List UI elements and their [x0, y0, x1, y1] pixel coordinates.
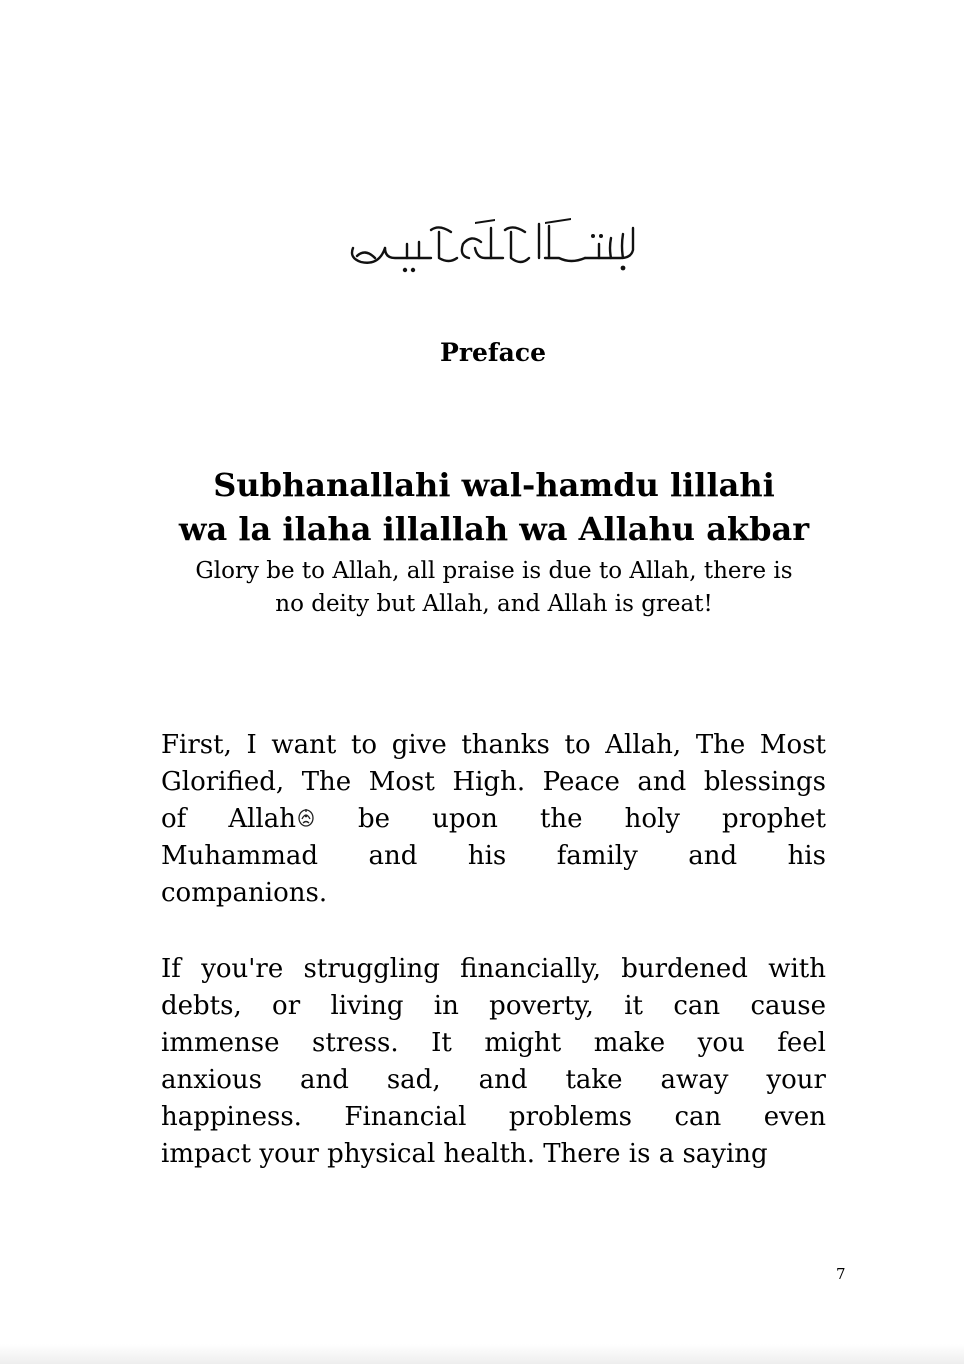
word: and	[478, 1065, 528, 1095]
word: living	[330, 991, 404, 1021]
translation-line-1: Glory be to Allah, all praise is due to Allah, there is	[195, 558, 793, 584]
word: it	[624, 991, 643, 1021]
word: the	[539, 804, 583, 834]
word: make	[593, 1028, 666, 1058]
preface-heading: Preface	[440, 338, 546, 367]
word: can	[674, 1102, 722, 1132]
word: feel	[777, 1028, 826, 1058]
word: family	[556, 841, 638, 871]
word: cause	[750, 991, 826, 1021]
word: or	[272, 991, 301, 1021]
paragraph-line	[161, 1099, 826, 1136]
bismillah-calligraphy	[335, 218, 645, 276]
word: can	[673, 991, 721, 1021]
paragraph-intro	[161, 727, 826, 912]
word: take	[565, 1065, 623, 1095]
word: and	[299, 1065, 349, 1095]
word: his	[467, 841, 507, 871]
word: sad,	[386, 1065, 441, 1095]
word: you	[697, 1028, 745, 1058]
word: even	[763, 1102, 826, 1132]
word: Financial	[344, 1102, 467, 1132]
word: of	[161, 804, 187, 834]
dhikr-line-2: wa la ilaha illallah wa Allahu akbar	[178, 510, 810, 548]
word: stress.	[312, 1028, 399, 1058]
word: happiness.	[161, 1102, 302, 1132]
paragraph-line	[161, 838, 826, 875]
word: debts,	[161, 991, 242, 1021]
word: anxious	[161, 1065, 262, 1095]
word: and	[368, 841, 418, 871]
word: in	[433, 991, 459, 1021]
paragraph-line: impact your physical health. There is a saying	[161, 1139, 768, 1169]
page-number: 7	[836, 1265, 846, 1283]
paragraph-line: Glorified, The Most High. Peace and blessings	[161, 767, 826, 797]
word: might	[484, 1028, 562, 1058]
word: upon	[432, 804, 498, 834]
dhikr-heading	[0, 463, 964, 551]
paragraph-line: companions.	[161, 878, 328, 908]
word: holy	[624, 804, 680, 834]
paragraph-line	[161, 1062, 826, 1099]
word: away	[660, 1065, 729, 1095]
paragraph-line: If you're struggling financially, burdened with	[161, 954, 826, 984]
word: poverty,	[489, 991, 594, 1021]
word: his	[787, 841, 826, 871]
word: immense	[161, 1028, 280, 1058]
word: Muhammad	[161, 841, 319, 871]
translation-line-2: no deity but Allah, and Allah is great!	[275, 591, 713, 617]
paragraph-line	[161, 1025, 826, 1062]
word: and	[688, 841, 738, 871]
word: be	[358, 804, 391, 834]
word: your	[766, 1065, 826, 1095]
dhikr-line-1: Subhanallahi wal-hamdu lillahi	[213, 466, 775, 504]
word: problems	[508, 1102, 632, 1132]
word: It	[431, 1028, 452, 1058]
paragraph-line	[161, 988, 826, 1025]
page-bottom-edge	[0, 1344, 964, 1364]
paragraph-financial-struggles	[161, 951, 826, 1173]
dhikr-translation	[0, 555, 964, 621]
honorific-swt-icon	[296, 805, 316, 829]
paragraph-line	[161, 801, 826, 838]
word-with-honorific: Allah	[228, 801, 316, 838]
paragraph-line: First, I want to give thanks to Allah, The Most	[161, 730, 826, 760]
word: prophet	[722, 804, 826, 834]
